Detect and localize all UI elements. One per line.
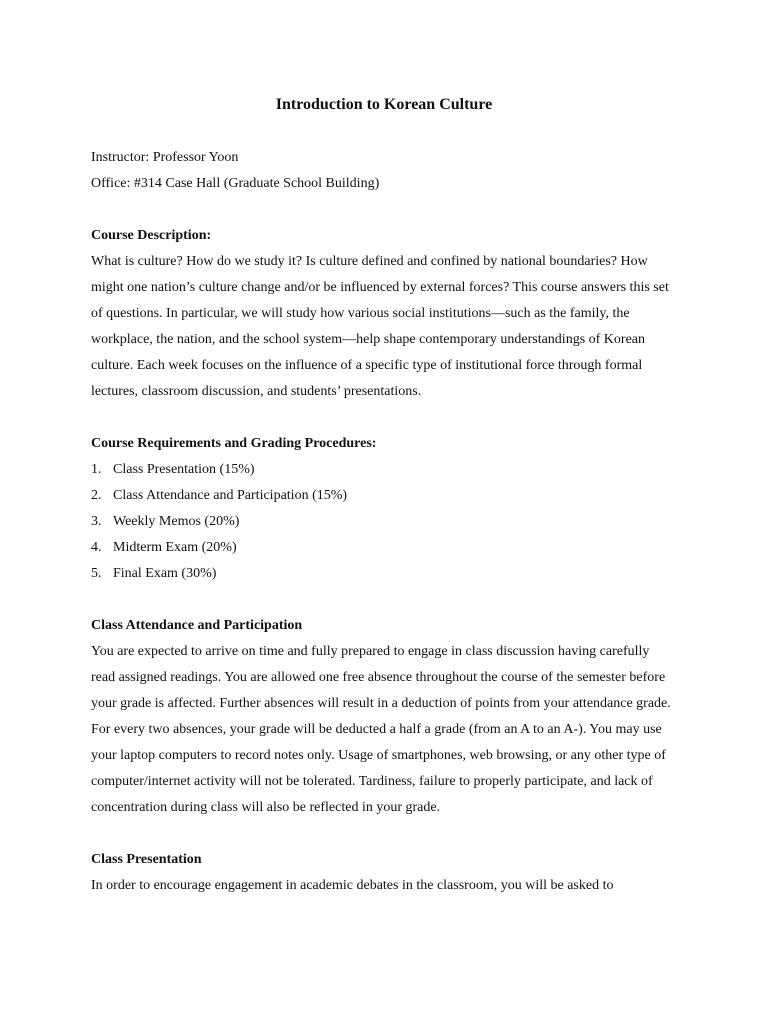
presentation-text: In order to encourage engagement in academic debates in the classroom, you will be asked to [91, 878, 614, 893]
list-item-text: Midterm Exam (20%) [113, 540, 237, 555]
list-item-number: 3. [91, 514, 102, 529]
spacer [91, 587, 671, 613]
spacer [91, 821, 671, 847]
office-line: Office: #314 Case Hall (Graduate School Building) [91, 176, 380, 191]
list-item [91, 509, 671, 535]
list-item-number: 5. [91, 566, 102, 581]
course-description-heading: Course Description: [91, 228, 212, 243]
list-item-text: Weekly Memos (20%) [113, 514, 240, 529]
attendance-heading: Class Attendance and Participation [91, 618, 303, 633]
list-item-number: 1. [91, 462, 102, 477]
list-item [91, 483, 671, 509]
attendance-text: You are expected to arrive on time and fully prepared to engage in class discussion having carefully read assigned readings. You are allowed one free absence throughout the course of the semester before your grade is affected. Further absences will result in a deduction of points from your attendance grade. For every two absences, your grade will be deducted a half a grade (from an A to an A-). You may use your laptop computers to record notes only. Usage of smartphones, web browsing, or any other type of computer/internet activity will not be tolerated. Tardiness, failure to properly participate, and lack of concentration during class will also be reflected in your grade. [91, 644, 671, 815]
list-item-number: 2. [91, 488, 102, 503]
list-item [91, 561, 671, 587]
list-item-number: 4. [91, 540, 102, 555]
list-item [91, 535, 671, 561]
requirements-heading: Course Requirements and Grading Procedures: [91, 436, 377, 451]
document-title: Introduction to Korean Culture [275, 96, 493, 113]
list-item-text: Class Attendance and Participation (15%) [113, 488, 348, 503]
list-item-text: Class Presentation (15%) [113, 462, 255, 477]
course-description-text: What is culture? How do we study it? Is culture defined and confined by national boundaries? How might one nation’s culture change and/or be influenced by external forces? This course answers this set of questions. In particular, we will study how various social institutions—such as the family, the workplace, the nation, and the school system—help shape contemporary understandings of Korean culture. Each week focuses on the influence of a specific type of institutional force through formal lectures, classroom discussion, and students’ presentations. [91, 254, 669, 399]
list-item [91, 457, 671, 483]
list-item-text: Final Exam (30%) [113, 566, 217, 581]
requirements-list [91, 457, 671, 587]
presentation-heading: Class Presentation [91, 852, 202, 867]
document-body [91, 145, 671, 899]
spacer [91, 197, 671, 223]
spacer [91, 405, 671, 431]
instructor-line: Instructor: Professor Yoon [91, 150, 239, 165]
